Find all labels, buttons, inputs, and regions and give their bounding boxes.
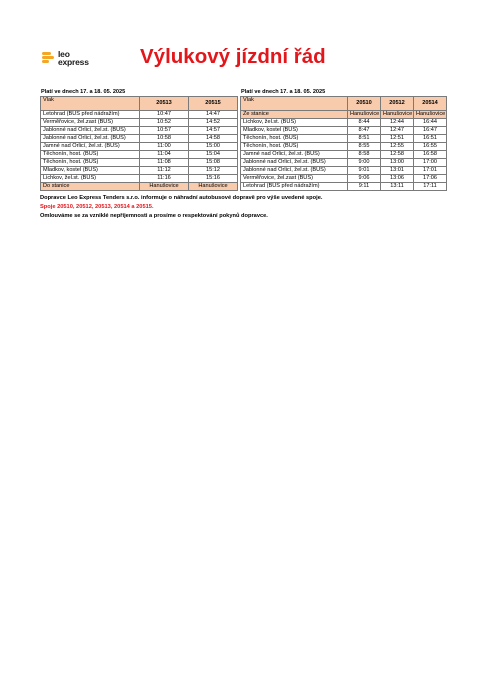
leo-express-logo xyxy=(42,50,89,66)
departure-time: 15:00 xyxy=(189,143,238,151)
notice-affected-trains: Spoje 20510, 20512, 20513, 20514 a 20515. xyxy=(40,204,154,210)
train-number: 20515 xyxy=(189,97,238,111)
table-row xyxy=(241,135,447,143)
table-row xyxy=(41,151,238,159)
table-row xyxy=(41,143,238,151)
table-row xyxy=(241,167,447,175)
destination-value: Hanušovice xyxy=(140,183,189,191)
departure-time: 10:57 xyxy=(140,127,189,135)
departure-time: 11:04 xyxy=(140,151,189,159)
departure-time: 16:51 xyxy=(414,135,447,143)
logo-line-2: express xyxy=(58,57,89,67)
train-number: 20513 xyxy=(140,97,189,111)
origin-value: Hanušovice xyxy=(348,111,381,119)
departure-time: 12:58 xyxy=(381,151,414,159)
station-name: Jamné nad Orlicí, žel.st. (BUS) xyxy=(241,151,348,159)
timetable-body xyxy=(241,97,447,191)
logo-wordmark xyxy=(58,50,89,66)
departure-time: 11:00 xyxy=(140,143,189,151)
page-title: Výlukový jízdní řád xyxy=(140,45,326,68)
table-row xyxy=(241,159,447,167)
station-name: Lichkov, žel.st. (BUS) xyxy=(41,175,140,183)
table-row xyxy=(241,175,447,183)
station-name: Jablonné nad Orlicí, žel.st. (BUS) xyxy=(41,127,140,135)
timetable-grid xyxy=(40,96,238,191)
station-name: Lichkov, žel.st. (BUS) xyxy=(241,119,348,127)
departure-time: 13:11 xyxy=(381,183,414,191)
station-name: Těchonín, host. (BUS) xyxy=(241,135,348,143)
departure-time: 8:55 xyxy=(348,143,381,151)
station-name: Verměřovice, žel.zast (BUS) xyxy=(241,175,348,183)
header-row xyxy=(241,97,447,111)
timetable-left xyxy=(40,88,238,191)
departure-time: 17:11 xyxy=(414,183,447,191)
departure-time: 15:12 xyxy=(189,167,238,175)
timetable-body xyxy=(41,97,238,191)
departure-time: 9:00 xyxy=(348,159,381,167)
table-row xyxy=(241,183,447,191)
station-name: Letohrad (BUS před nádražím) xyxy=(241,183,348,191)
departure-time: 14:57 xyxy=(189,127,238,135)
departure-time: 15:04 xyxy=(189,151,238,159)
origin-value: Hanušovice xyxy=(381,111,414,119)
departure-time: 9:11 xyxy=(348,183,381,191)
departure-time: 11:16 xyxy=(140,175,189,183)
destination-value: Hanušovice xyxy=(189,183,238,191)
speed-lines-icon xyxy=(42,52,56,64)
departure-time: 16:55 xyxy=(414,143,447,151)
departure-time: 16:47 xyxy=(414,127,447,135)
departure-time: 14:52 xyxy=(189,119,238,127)
departure-time: 12:44 xyxy=(381,119,414,127)
station-name: Těchonín, host. (BUS) xyxy=(41,151,140,159)
table-row xyxy=(41,167,238,175)
table-row xyxy=(241,143,447,151)
validity-caption: Platí ve dnech 17. a 18. 05. 2025 xyxy=(41,89,126,95)
notice-line: Dopravce Leo Express Tenders s.r.o. informuje o náhradní autobusové dopravě pro výše uvedené spoje. xyxy=(40,195,323,201)
departure-time: 12:51 xyxy=(381,135,414,143)
station-name: Těchonín, host. (BUS) xyxy=(41,159,140,167)
train-number: 20514 xyxy=(414,97,447,111)
timetable-grid xyxy=(240,96,447,191)
station-name: Letohrad (BUS před nádražím) xyxy=(41,111,140,119)
departure-time: 11:12 xyxy=(140,167,189,175)
departure-time: 9:06 xyxy=(348,175,381,183)
station-name: Mladkov, kostel (BUS) xyxy=(241,127,348,135)
departure-time: 12:55 xyxy=(381,143,414,151)
table-row xyxy=(41,127,238,135)
table-row xyxy=(241,127,447,135)
table-row xyxy=(241,119,447,127)
table-row xyxy=(41,175,238,183)
departure-time: 9:01 xyxy=(348,167,381,175)
table-row xyxy=(41,159,238,167)
departure-time: 16:44 xyxy=(414,119,447,127)
station-name: Jamné nad Orlicí, žel.st. (BUS) xyxy=(41,143,140,151)
departure-time: 17:01 xyxy=(414,167,447,175)
departure-time: 13:00 xyxy=(381,159,414,167)
departure-time: 10:52 xyxy=(140,119,189,127)
origin-value: Hanušovice xyxy=(414,111,447,119)
departure-time: 14:47 xyxy=(189,111,238,119)
departure-time: 15:08 xyxy=(189,159,238,167)
table-row xyxy=(41,111,238,119)
timetable-right xyxy=(240,88,447,191)
departure-time: 8:47 xyxy=(348,127,381,135)
train-number: 20510 xyxy=(348,97,381,111)
header-label: Vlak xyxy=(41,97,140,111)
table-row xyxy=(41,119,238,127)
train-number: 20512 xyxy=(381,97,414,111)
departure-time: 16:58 xyxy=(414,151,447,159)
carrier-notice xyxy=(40,194,322,221)
departure-time: 15:16 xyxy=(189,175,238,183)
notice-line: Omlouváme se za vzniklé nepříjemnosti a prosíme o respektování pokynů dopravce. xyxy=(40,213,268,219)
destination-label: Do stanice xyxy=(41,183,140,191)
header-row xyxy=(41,97,238,111)
departure-time: 12:47 xyxy=(381,127,414,135)
departure-time: 13:06 xyxy=(381,175,414,183)
logo-line-1: leo xyxy=(58,49,70,59)
departure-time: 8:51 xyxy=(348,135,381,143)
station-name: Verměřovice, žel.zast (BUS) xyxy=(41,119,140,127)
departure-time: 8:58 xyxy=(348,151,381,159)
table-row xyxy=(41,135,238,143)
destination-row xyxy=(41,183,238,191)
station-name: Jablonné nad Orlicí, žel.st. (BUS) xyxy=(241,159,348,167)
table-row xyxy=(241,151,447,159)
validity-caption: Platí ve dnech 17. a 18. 05. 2025 xyxy=(241,89,326,95)
departure-time: 17:00 xyxy=(414,159,447,167)
origin-label: Ze stanice xyxy=(241,111,348,119)
departure-time: 13:01 xyxy=(381,167,414,175)
departure-time: 14:58 xyxy=(189,135,238,143)
origin-row xyxy=(241,111,447,119)
station-name: Jablonné nad Orlicí, žel.st. (BUS) xyxy=(241,167,348,175)
station-name: Jablonné nad Orlicí, žel.st. (BUS) xyxy=(41,135,140,143)
departure-time: 11:08 xyxy=(140,159,189,167)
station-name: Těchonín, host. (BUS) xyxy=(241,143,348,151)
departure-time: 8:44 xyxy=(348,119,381,127)
station-name: Mladkov, kostel (BUS) xyxy=(41,167,140,175)
departure-time: 10:47 xyxy=(140,111,189,119)
departure-time: 10:58 xyxy=(140,135,189,143)
departure-time: 17:06 xyxy=(414,175,447,183)
header-label: Vlak xyxy=(241,97,348,111)
